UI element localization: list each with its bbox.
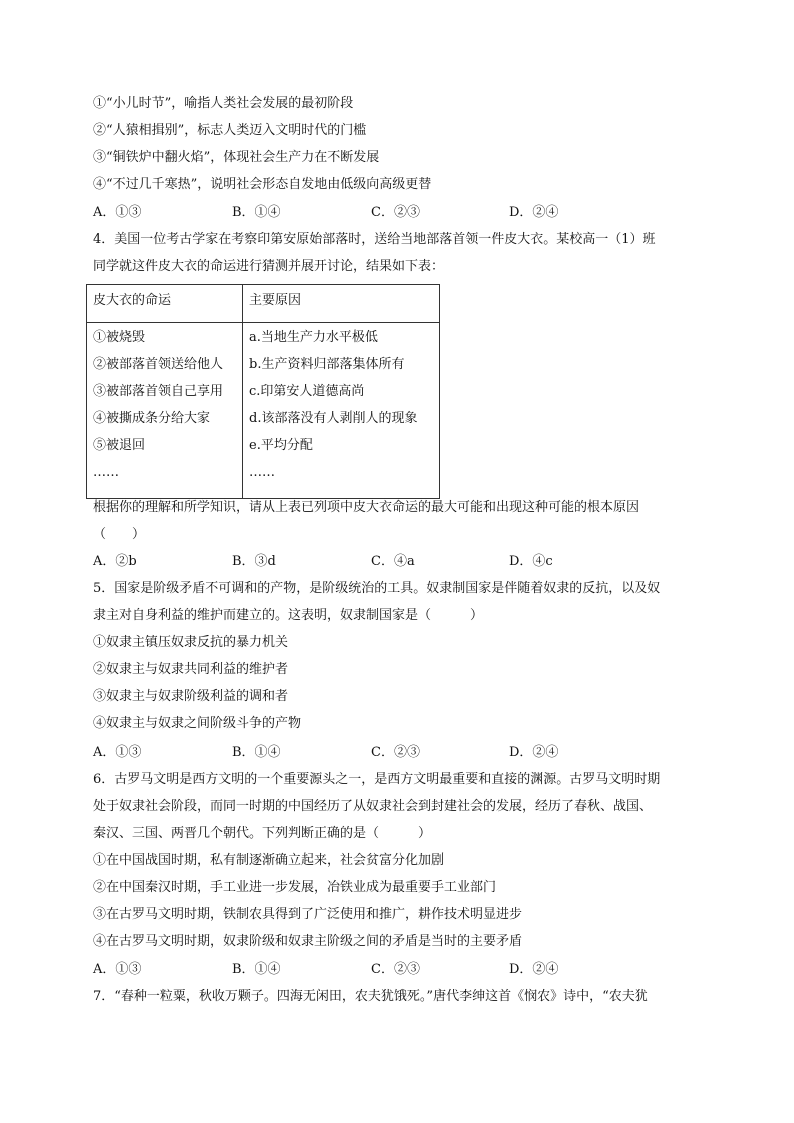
q4-option-b[interactable]: B．③d (232, 554, 276, 569)
q4-stem-line-2: 同学就这件皮大衣的命运进行猜测并展开讨论，结果如下表： (93, 259, 445, 274)
fate-item: …… (93, 465, 119, 480)
fate-item: ②被部落首领送给他人 (93, 357, 224, 372)
fate-column (87, 323, 243, 499)
q5-option-d[interactable]: D．②④ (509, 745, 559, 760)
q5-option-a[interactable]: A．①③ (93, 745, 142, 760)
q6-option-b[interactable]: B．①④ (232, 962, 281, 977)
fate-item: ①被烧毁 (93, 330, 146, 345)
reason-item: b.生产资料归部落集体所有 (249, 357, 405, 372)
table-header-reason: 主要原因 (243, 285, 440, 323)
q5-stem-line-2: 隶主对自身利益的维护而建立的。这表明，奴隶制国家是（ ） (93, 608, 484, 623)
q5-stem-line-1: 5．国家是阶级矛盾不可调和的产物，是阶级统治的工具。奴隶制国家是伴随着奴隶的反抗，以及奴 (93, 581, 661, 596)
q3-statement-2: ②“人猿相揖别”，标志人类迈入文明时代的门槛 (93, 123, 367, 138)
q3-option-d[interactable]: D．②④ (509, 205, 559, 220)
q4-stem-line-1: 4．美国一位考古学家在考察印第安原始部落时，送给当地部落首领一件皮大衣。某校高一（1）班 (93, 232, 656, 247)
q4-options (93, 553, 713, 571)
reason-item: c.印第安人道德高尚 (249, 384, 365, 399)
q7-stem-line-1: 7．“春种一粒粟，秋收万颗子。四海无闲田，农夫犹饿死。”唐代李绅这首《悯农》诗中，“农夫犹 (93, 989, 648, 1004)
q3-option-c[interactable]: C．②③ (371, 205, 420, 220)
q4-option-c[interactable]: C．④a (371, 554, 415, 569)
q4-option-d[interactable]: D．④c (509, 554, 553, 569)
q6-option-d[interactable]: D．②④ (509, 962, 559, 977)
reason-item: d.该部落没有人剥削人的现象 (249, 411, 418, 426)
q6-statement-2: ②在中国秦汉时期，手工业进一步发展，冶铁业成为最重要手工业部门 (93, 880, 497, 895)
fate-item: ③被部落首领自己享用 (93, 384, 224, 399)
q3-statement-3: ③“铜铁炉中翻火焰”，体现社会生产力在不断发展 (93, 150, 380, 165)
q4-question-line-2: （ ） (93, 527, 146, 542)
q6-stem-line-2: 处于奴隶社会阶段，而同一时期的中国经历了从奴隶社会到封建社会的发展，经历了春秋、战国、 (93, 799, 653, 814)
fate-item: ④被撕成条分给大家 (93, 411, 211, 426)
q3-option-a[interactable]: A．①③ (93, 205, 142, 220)
q6-statement-4: ④在古罗马文明时期，奴隶阶级和奴隶主阶级之间的矛盾是当时的主要矛盾 (93, 934, 523, 949)
q3-options (93, 204, 713, 222)
table-header-fate: 皮大衣的命运 (87, 285, 243, 323)
q6-stem-line-3: 秦汉、三国、两晋几个朝代。下列判断正确的是（ ） (93, 826, 432, 841)
q6-stem-line-1: 6．古罗马文明是西方文明的一个重要源头之一，是西方文明最重要和直接的渊源。古罗马文明时期 (93, 772, 661, 787)
q5-statement-1: ①奴隶主镇压奴隶反抗的暴力机关 (93, 635, 289, 650)
q5-option-b[interactable]: B．①④ (232, 745, 281, 760)
q4-question-line-1: 根据你的理解和所学知识，请从上表已列项中皮大衣命运的最大可能和出现这种可能的根本原因 (93, 500, 640, 515)
q6-option-a[interactable]: A．①③ (93, 962, 142, 977)
reason-column (243, 323, 440, 499)
q3-statement-1: ①“小儿时节”，喻指人类社会发展的最初阶段 (93, 96, 354, 111)
q6-statement-3: ③在古罗马文明时期，铁制农具得到了广泛使用和推广，耕作技术明显进步 (93, 907, 523, 922)
q6-option-c[interactable]: C．②③ (371, 962, 420, 977)
q5-option-c[interactable]: C．②③ (371, 745, 420, 760)
q6-statement-1: ①在中国战国时期，私有制逐渐确立起来，社会贫富分化加剧 (93, 853, 445, 868)
q4-option-a[interactable]: A．②b (93, 554, 137, 569)
reason-item: e.平均分配 (249, 438, 313, 453)
q3-option-b[interactable]: B．①④ (232, 205, 281, 220)
fur-coat-table (86, 284, 440, 499)
fate-item: ⑤被退回 (93, 438, 146, 453)
q5-options (93, 744, 713, 762)
q3-statement-4: ④“不过几千寒热”，说明社会形态自发地由低级向高级更替 (93, 177, 432, 192)
reason-item: …… (249, 465, 275, 480)
reason-item: a.当地生产力水平极低 (249, 330, 378, 345)
q5-statement-4: ④奴隶主与奴隶之间阶级斗争的产物 (93, 716, 302, 731)
q5-statement-2: ②奴隶主与奴隶共同利益的维护者 (93, 662, 289, 677)
q6-options (93, 961, 713, 979)
q5-statement-3: ③奴隶主与奴隶阶级利益的调和者 (93, 689, 289, 704)
